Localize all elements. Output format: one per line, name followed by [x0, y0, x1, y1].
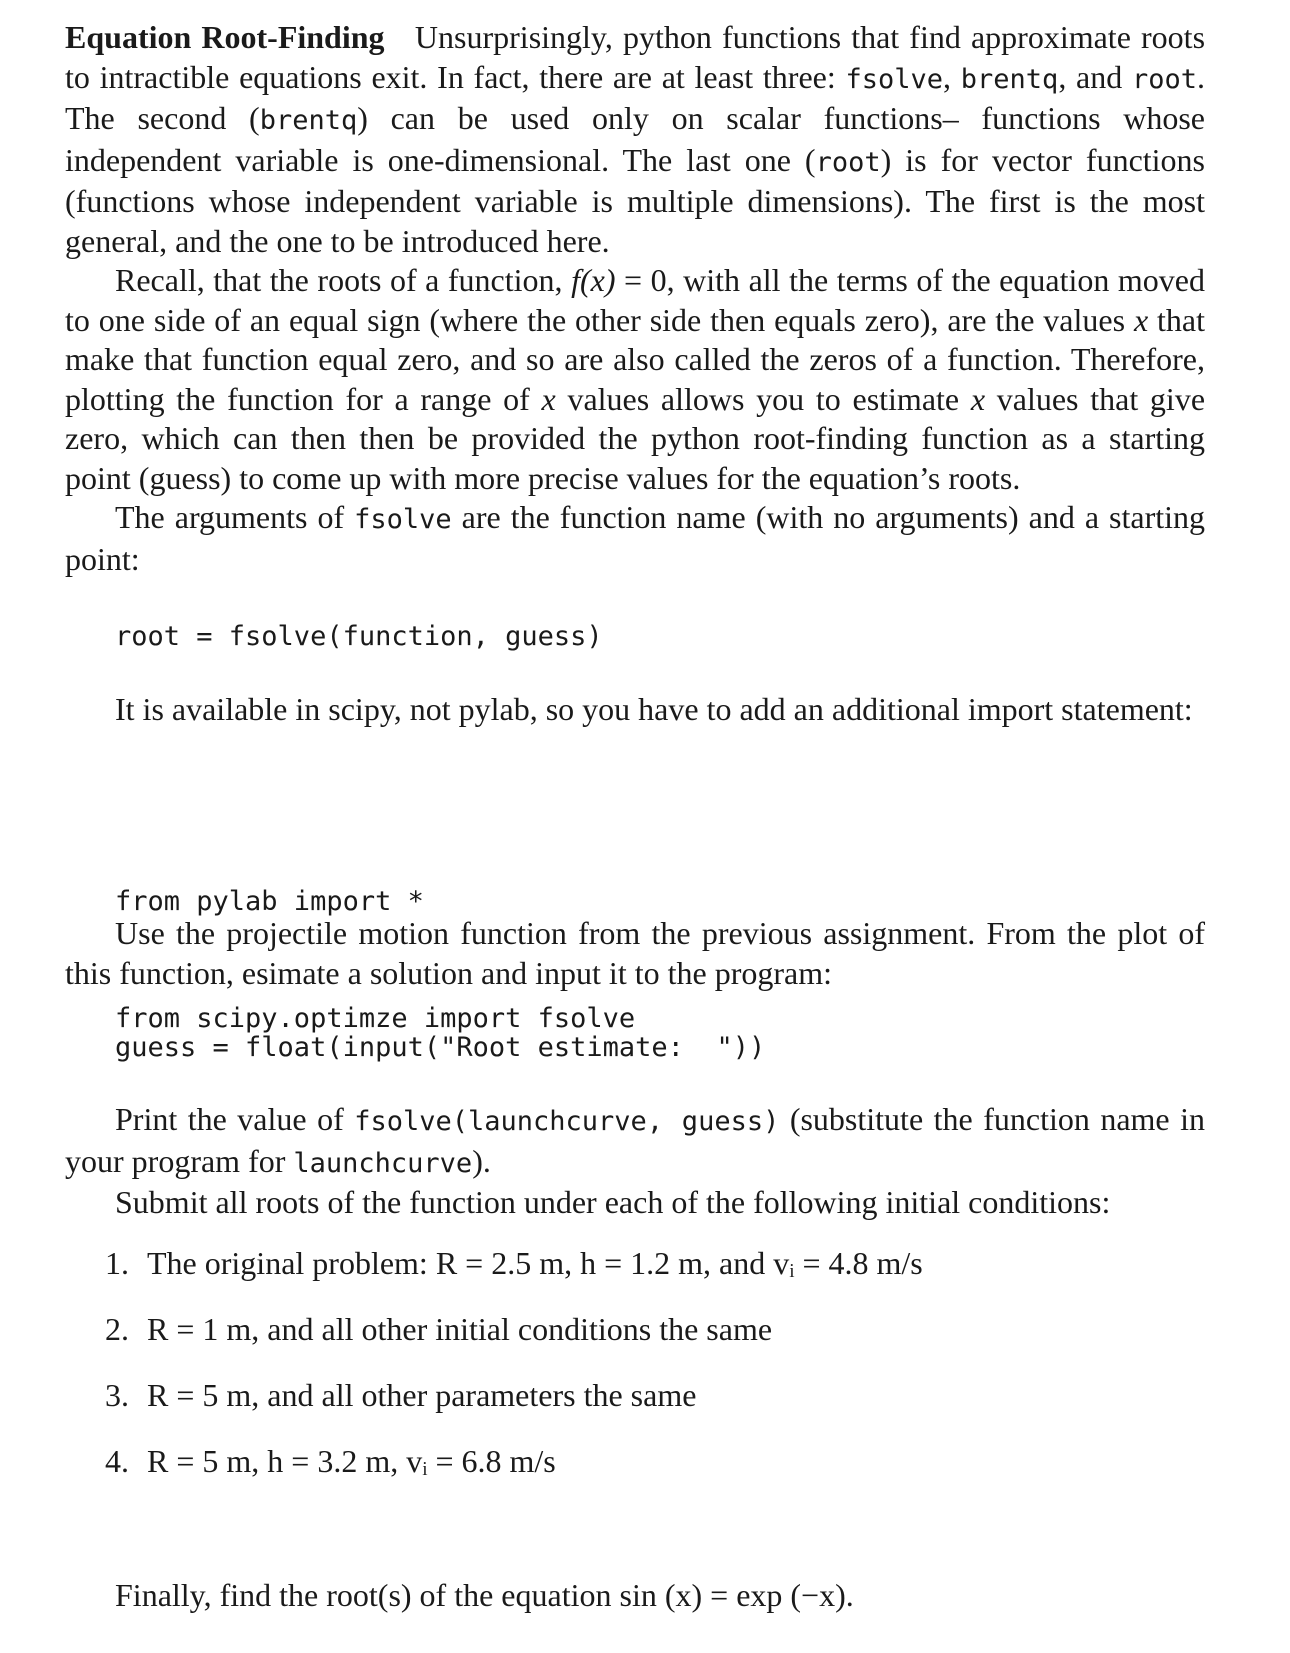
paragraph-print: Print the value of fsolve(launchcurve, guess) (substitute the function name in your program for launchcurve). [65, 1101, 1206, 1179]
list-item: 1. The original problem: R = 2.5 m, h = 1.2 m, and vᵢ = 4.8 m/s [105, 1245, 923, 1281]
final-question: Finally, find the root(s) of the equation sin (x) = exp (−x). [115, 1577, 854, 1613]
section-heading: Equation Root-Finding [65, 19, 385, 55]
code-fsolve-launchcurve: fsolve(launchcurve, guess) [354, 1106, 780, 1137]
math-fx: f(x) [571, 262, 616, 298]
code-brentq: brentq [960, 63, 1059, 95]
code-root: root [1131, 63, 1198, 95]
intro-text-block [65, 18, 1205, 579]
paragraph-scipy: It is available in scipy, not pylab, so you have to add an additional import statement: [115, 691, 1193, 727]
print-submit-text-block [65, 1100, 1205, 1223]
code-line-import-fsolve: from scipy.optimze import fsolve [115, 1003, 636, 1034]
code-line-import-pylab: from pylab import * [115, 886, 424, 917]
paragraph-arguments: The arguments of fsolve are the function name (with no arguments) and a starting point: [65, 499, 1206, 577]
paragraph-intro: Equation Root-Finding Unsurprisingly, python functions that find approximate roots to intractible equations exit. In fact, there are at least three: fsolve, brentq, and root. The second (brentq) can be used only on scalar functions– functions whose independent variable is one-dimensional. The last one (root) is for vector functions (functions whose independent variable is multiple dimensions). The first is the most general, and the one to be introduced here. [65, 19, 1206, 259]
code-block-fsolve-call: root = fsolve(function, guess) [115, 621, 603, 652]
paragraph-projectile: Use the projectile motion function from the previous assignment. From the plot of this function, esimate a solution and input it to the program: [65, 915, 1205, 991]
paragraph-recall: Recall, that the roots of a function, f(x) = 0, with all the terms of the equation moved to one side of an equal sign (where the other side then equals zero), are the values x that make that function equal zero, and so are also called the zeros of a function. Therefore, plotting the function for a range of x values allows you to estimate x values that give zero, which can then then be provided the python root-finding function as a starting point (guess) to come up with more precise values for the equation’s roots. [65, 262, 1206, 496]
list-item: 4. R = 5 m, h = 3.2 m, vᵢ = 6.8 m/s [105, 1443, 556, 1479]
code-fsolve: fsolve [845, 63, 944, 95]
code-block-input: guess = float(input("Root estimate: ")) [115, 1032, 766, 1063]
code-launchcurve: launchcurve [293, 1147, 473, 1179]
list-item: 3. R = 5 m, and all other parameters the same [105, 1377, 697, 1413]
paragraph-submit: Submit all roots of the function under each of the following initial conditions: [115, 1184, 1111, 1220]
list-item: 2. R = 1 m, and all other initial conditions the same [105, 1311, 773, 1347]
